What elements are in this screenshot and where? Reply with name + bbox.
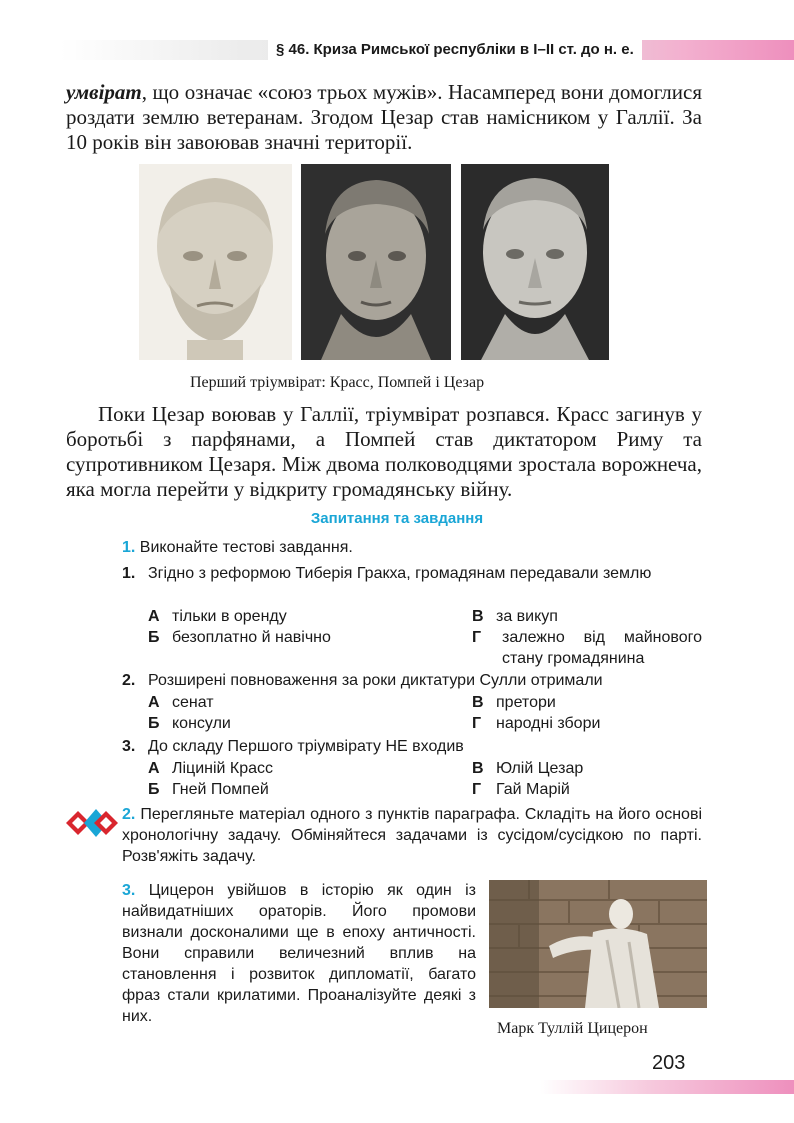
paragraph-1-text: , що означає «союз трьох мужів». Насамперед вони домоглися роздати землю ветеранам. Згодом Цезар став намісником у Галлії. За 10 років він завоював значні території. xyxy=(66,80,702,154)
page-number: 203 xyxy=(652,1052,686,1074)
task-1-text: Виконайте тестові завдання. xyxy=(139,539,353,556)
task-3-number: 3. xyxy=(122,882,136,899)
test-3-option-b: Б Гней Помпей xyxy=(148,781,269,798)
test-2-option-g: Г народні збори xyxy=(472,715,601,732)
test-2-number: 2. xyxy=(122,672,136,689)
task-2-number: 2. xyxy=(122,806,136,823)
test-3-number: 3. xyxy=(122,738,136,755)
test-1 xyxy=(122,563,702,584)
portrait-pompey xyxy=(301,164,451,360)
test-2 xyxy=(122,670,712,691)
task-1-number: 1. xyxy=(122,539,136,556)
footer-band xyxy=(540,1080,794,1094)
group-work-icon xyxy=(64,806,120,840)
task-3 xyxy=(122,880,476,1027)
questions-heading: Запитання та завдання xyxy=(310,510,484,527)
test-2-option-v: В претори xyxy=(472,694,556,711)
section-title: § 46. Криза Римської республіки в I–II ст. до н. е. xyxy=(268,40,642,60)
cicero-caption: Марк Туллій Цицерон xyxy=(497,1020,648,1037)
test-1-option-v: В за викуп xyxy=(472,608,558,625)
test-2-option-a: А сенат xyxy=(148,694,214,711)
test-1-option-a: А тільки в оренду xyxy=(148,608,287,625)
portraits-caption: Перший тріумвірат: Красс, Помпей і Цезар xyxy=(190,374,485,391)
task-1 xyxy=(122,537,353,558)
cicero-statue-image xyxy=(489,880,707,1008)
test-2-text: Розширені повноваження за роки диктатури Сулли отримали xyxy=(148,672,603,689)
task-2 xyxy=(122,804,702,867)
test-1-text: Згідно з реформою Тиберія Гракха, громадянам передавали землю xyxy=(148,565,652,582)
test-3-option-a: А Ліциній Красс xyxy=(148,760,274,777)
portrait-caesar xyxy=(461,164,609,360)
portrait-crassus xyxy=(139,164,292,360)
test-2-option-b: Б консули xyxy=(148,715,231,732)
test-1-number: 1. xyxy=(122,565,136,582)
test-3 xyxy=(122,736,712,757)
task-3-text: Цицерон увійшов в історію як один із найвидатніших ораторів. Його промови визнали досконалими ще в епоху античності. Вони справили величезний вплив на становлення і розвиток дипломатії, багато фраз стали крилатими. Проаналізуйте деякі з них. xyxy=(122,882,476,1025)
test-1-option-g: Г залежно від майнового стану громадянина xyxy=(472,629,702,667)
paragraph-1-term: умвірат xyxy=(66,80,142,104)
test-1-option-b: Б безоплатно й навічно xyxy=(148,629,331,646)
test-3-option-v: В Юлій Цезар xyxy=(472,760,584,777)
test-3-text: До складу Першого тріумвірату НЕ входив xyxy=(148,738,464,755)
test-3-option-g: Г Гай Марій xyxy=(472,781,570,798)
paragraph-1 xyxy=(66,80,702,155)
paragraph-2: Поки Цезар воював у Галлії, тріумвірат розпався. Красс загинув у боротьбі з парфянами, а Помпей став диктатором Риму та супротивником Цезаря. Між двома полководцями зростала ворожнеча, яка могла перейти у відкриту громадянську війну. xyxy=(66,402,702,501)
task-2-text: Перегляньте матеріал одного з пунктів параграфа. Складіть на його основі хронологічну задачу. Обміняйтеся задачами із сусідом/сусідкою по парті. Розв'яжіть задачу. xyxy=(122,806,702,865)
